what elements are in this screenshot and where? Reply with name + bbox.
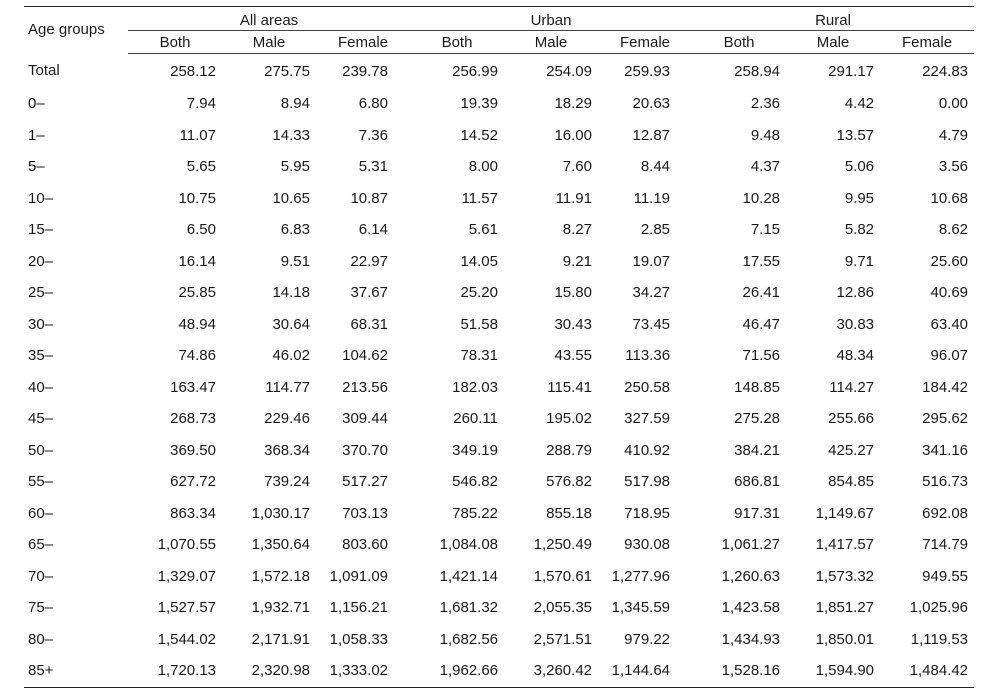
rate-cell: 6.80: [358, 95, 388, 113]
rate-cell: 949.55: [922, 567, 969, 585]
table-row: [24, 88, 974, 120]
table-row: [24, 214, 974, 246]
table-row: [24, 183, 974, 215]
rate-cell: 8.00: [468, 158, 498, 176]
rate-cell: 1,570.61: [533, 567, 592, 585]
rate-cell: 9.21: [562, 252, 592, 270]
age-group-cell: 1–: [28, 126, 45, 144]
rate-cell: 5.65: [186, 158, 216, 176]
rate-cell: 1,058.33: [329, 630, 388, 648]
table-row: [24, 498, 974, 530]
rate-cell: 30.83: [836, 315, 875, 333]
rate-cell: 1,528.16: [692, 655, 786, 687]
subheader-all-female: Female: [316, 31, 410, 54]
rate-cell: 22.97: [350, 252, 388, 270]
rate-cell: 703.13: [342, 504, 388, 522]
rate-cell: 1,260.63: [721, 567, 781, 585]
rate-cell: 239.78: [342, 62, 388, 80]
rate-cell: 5.95: [280, 158, 310, 176]
table-row: [24, 120, 974, 152]
rate-cell: 1,932.71: [251, 599, 310, 617]
subheader-urban-male: Male: [504, 31, 598, 54]
table-row: [24, 624, 974, 656]
table-row: [24, 340, 974, 372]
rate-cell: 229.46: [264, 410, 310, 428]
rate-cell: 425.27: [828, 441, 875, 459]
rate-cell: 16.14: [178, 252, 216, 270]
rate-cell: 341.16: [922, 441, 969, 459]
rate-cell: 291.17: [828, 62, 875, 80]
rate-cell: 11.57: [461, 189, 498, 207]
age-group-cell: 45–: [28, 410, 54, 428]
rate-cell: 979.22: [624, 630, 671, 648]
rate-cell: 12.86: [836, 284, 875, 302]
rate-cell: 0.00: [938, 95, 969, 113]
rate-cell: 258.12: [170, 62, 216, 80]
rate-cell: 114.27: [829, 378, 875, 396]
rate-cell: 517.27: [342, 473, 388, 491]
rate-cell: 7.36: [358, 126, 388, 144]
rate-cell: 8.94: [280, 95, 310, 113]
rate-cell: 14.52: [460, 126, 498, 144]
rate-cell: 517.98: [624, 473, 671, 491]
rate-cell: 1,025.96: [909, 599, 969, 617]
mortality-rate-table: [24, 6, 974, 688]
rate-cell: 250.58: [624, 378, 671, 396]
rate-cell: 309.44: [342, 410, 388, 428]
rate-cell: 48.94: [178, 315, 216, 333]
rate-cell: 213.56: [342, 378, 388, 396]
rate-cell: 785.22: [452, 504, 498, 522]
mortality-table-container: [24, 6, 974, 688]
rate-cell: 275.28: [734, 410, 781, 428]
rate-cell: 148.85: [734, 378, 781, 396]
rate-cell: 739.24: [264, 473, 310, 491]
rate-cell: 1,434.93: [721, 630, 781, 648]
age-group-cell: 70–: [28, 567, 54, 585]
age-group-cell: 80–: [28, 630, 54, 648]
rate-cell: 9.51: [280, 252, 310, 270]
rate-cell: 803.60: [342, 536, 388, 554]
rate-cell: 255.66: [828, 410, 875, 428]
rate-cell: 259.93: [624, 62, 671, 80]
rate-cell: 2.85: [640, 221, 671, 239]
rate-cell: 1,417.57: [815, 536, 875, 554]
rate-cell: 182.03: [452, 378, 498, 396]
rate-cell: 11.07: [179, 126, 216, 144]
rate-cell: 1,149.67: [815, 504, 875, 522]
group-header-rural: Rural: [692, 7, 974, 31]
rate-cell: 917.31: [734, 504, 781, 522]
rate-cell: 686.81: [734, 473, 781, 491]
rate-cell: 855.18: [546, 504, 592, 522]
subheader-rural-female: Female: [880, 31, 974, 54]
rate-cell: 256.99: [452, 62, 498, 80]
rate-cell: 5.61: [468, 221, 498, 239]
age-group-cell: Total: [28, 62, 60, 80]
rate-cell: 17.55: [742, 252, 781, 270]
age-group-cell: 35–: [28, 347, 54, 365]
subheader-rural-male: Male: [786, 31, 880, 54]
rate-cell: 14.05: [460, 252, 498, 270]
group-header-all-areas: All areas: [128, 7, 410, 31]
rate-cell: 1,119.53: [910, 630, 969, 648]
rate-cell: 10.68: [930, 189, 969, 207]
rate-cell: 25.60: [930, 252, 969, 270]
rate-cell: 1,333.02: [316, 655, 410, 687]
rate-cell: 6.50: [186, 221, 216, 239]
rate-cell: 7.94: [186, 95, 216, 113]
rate-cell: 275.75: [264, 62, 310, 80]
rate-cell: 43.55: [554, 347, 592, 365]
rate-cell: 1,527.57: [157, 599, 216, 617]
rate-cell: 1,484.42: [880, 655, 974, 687]
rate-cell: 1,350.64: [251, 536, 310, 554]
rate-cell: 3,260.42: [504, 655, 598, 687]
age-group-cell: 5–: [28, 158, 45, 176]
rate-cell: 1,594.90: [786, 655, 880, 687]
rate-cell: 11.91: [555, 189, 592, 207]
rate-cell: 74.86: [178, 347, 216, 365]
age-group-cell: 40–: [28, 378, 54, 396]
rate-cell: 1,962.66: [410, 655, 504, 687]
rate-cell: 1,682.56: [439, 630, 498, 648]
rate-cell: 9.48: [750, 126, 781, 144]
rate-cell: 6.14: [358, 221, 388, 239]
rate-cell: 368.34: [264, 441, 310, 459]
table-row: [24, 561, 974, 593]
rate-cell: 26.41: [742, 284, 781, 302]
rate-cell: 5.06: [844, 158, 875, 176]
rate-cell: 163.47: [170, 378, 216, 396]
table-row: [24, 309, 974, 341]
rate-cell: 1,572.18: [251, 567, 310, 585]
table-row: [24, 466, 974, 498]
rate-cell: 863.34: [170, 504, 216, 522]
rate-cell: 19.07: [632, 252, 671, 270]
rate-cell: 40.69: [930, 284, 969, 302]
rate-cell: 63.40: [930, 315, 969, 333]
table-row: [24, 655, 974, 687]
rate-cell: 71.56: [742, 347, 781, 365]
rate-cell: 114.77: [265, 378, 310, 396]
rate-cell: 369.50: [170, 441, 216, 459]
rate-cell: 12.87: [632, 126, 671, 144]
rate-cell: 104.62: [342, 347, 388, 365]
rate-cell: 10.65: [272, 189, 310, 207]
rate-cell: 30.43: [554, 315, 592, 333]
rate-cell: 16.00: [554, 126, 592, 144]
rate-cell: 1,277.96: [611, 567, 671, 585]
rate-cell: 113.36: [625, 347, 671, 365]
rate-cell: 15.80: [554, 284, 592, 302]
rate-cell: 1,421.14: [439, 567, 498, 585]
table-row: [24, 529, 974, 561]
group-header-urban: Urban: [410, 7, 692, 31]
rate-cell: 9.95: [844, 189, 875, 207]
table-row: [24, 277, 974, 309]
rate-cell: 546.82: [452, 473, 498, 491]
rate-cell: 1,070.55: [157, 536, 216, 554]
age-group-cell: 50–: [28, 441, 54, 459]
rate-cell: 6.83: [280, 221, 310, 239]
rate-cell: 370.70: [342, 441, 388, 459]
age-group-cell: 75–: [28, 599, 54, 617]
rate-cell: 268.73: [170, 410, 216, 428]
rate-cell: 718.95: [624, 504, 671, 522]
table-row: [24, 246, 974, 278]
rate-cell: 19.39: [460, 95, 498, 113]
rate-cell: 1,156.21: [329, 599, 388, 617]
rate-cell: 5.82: [844, 221, 875, 239]
rate-cell: 516.73: [922, 473, 969, 491]
rate-cell: 295.62: [922, 410, 969, 428]
rate-cell: 2.36: [750, 95, 781, 113]
subheader-row: [24, 31, 974, 54]
rate-cell: 1,061.27: [721, 536, 781, 554]
table-body: [24, 54, 974, 688]
rate-cell: 1,423.58: [721, 599, 781, 617]
rate-cell: 184.42: [922, 378, 969, 396]
rate-cell: 115.41: [547, 378, 592, 396]
rate-cell: 2,571.51: [533, 630, 592, 648]
rate-cell: 224.83: [922, 62, 969, 80]
rate-cell: 384.21: [734, 441, 781, 459]
table-row: [24, 151, 974, 183]
rate-cell: 627.72: [170, 473, 216, 491]
subheader-urban-female: Female: [598, 31, 692, 54]
rate-cell: 10.75: [178, 189, 216, 207]
rate-cell: 1,851.27: [815, 599, 875, 617]
rate-cell: 13.57: [836, 126, 875, 144]
subheader-urban-both: Both: [410, 31, 504, 54]
age-group-cell: 60–: [28, 504, 54, 522]
age-group-cell: 15–: [28, 221, 54, 239]
table-row: [24, 592, 974, 624]
table-row: [24, 435, 974, 467]
rate-cell: 1,720.13: [128, 655, 222, 687]
rate-cell: 714.79: [922, 536, 969, 554]
rate-cell: 1,250.49: [533, 536, 592, 554]
rate-cell: 410.92: [624, 441, 671, 459]
rate-cell: 195.02: [546, 410, 592, 428]
rate-cell: 8.44: [640, 158, 671, 176]
rate-cell: 349.19: [452, 441, 498, 459]
rate-cell: 25.85: [178, 284, 216, 302]
rate-cell: 2,171.91: [251, 630, 310, 648]
rate-cell: 37.67: [350, 284, 388, 302]
rate-cell: 68.31: [350, 315, 388, 333]
rate-cell: 3.56: [938, 158, 969, 176]
rate-cell: 288.79: [546, 441, 592, 459]
rate-cell: 30.64: [272, 315, 310, 333]
rate-cell: 576.82: [546, 473, 592, 491]
rate-cell: 1,573.32: [815, 567, 875, 585]
rate-cell: 4.37: [750, 158, 781, 176]
rate-cell: 8.27: [562, 221, 592, 239]
rate-cell: 327.59: [624, 410, 671, 428]
rate-cell: 78.31: [460, 347, 498, 365]
rate-cell: 4.42: [844, 95, 875, 113]
age-group-cell: 55–: [28, 473, 54, 491]
rate-cell: 1,345.59: [611, 599, 671, 617]
subheader-rural-both: Both: [692, 31, 786, 54]
table-row: [24, 372, 974, 404]
rate-cell: 7.60: [562, 158, 592, 176]
rate-cell: 254.09: [546, 62, 592, 80]
rate-cell: 4.79: [938, 126, 969, 144]
age-group-cell: 0–: [28, 95, 45, 113]
rate-cell: 2,055.35: [533, 599, 592, 617]
age-group-cell: 85+: [24, 655, 128, 687]
age-group-cell: 25–: [28, 284, 54, 302]
rate-cell: 1,850.01: [815, 630, 875, 648]
rate-cell: 18.29: [554, 95, 592, 113]
age-group-cell: 30–: [28, 315, 54, 333]
rate-cell: 5.31: [358, 158, 388, 176]
rate-cell: 258.94: [734, 62, 781, 80]
rate-cell: 14.33: [272, 126, 310, 144]
age-group-cell: 65–: [28, 536, 54, 554]
rate-cell: 7.15: [750, 221, 781, 239]
age-group-cell: 20–: [28, 252, 54, 270]
rate-cell: 1,329.07: [157, 567, 216, 585]
rate-cell: 20.63: [632, 95, 671, 113]
rate-cell: 46.47: [742, 315, 781, 333]
rate-cell: 1,084.08: [439, 536, 498, 554]
rate-cell: 854.85: [828, 473, 875, 491]
rate-cell: 10.87: [350, 189, 388, 207]
rate-cell: 1,681.32: [439, 599, 498, 617]
rate-cell: 930.08: [624, 536, 671, 554]
rate-cell: 96.07: [930, 347, 969, 365]
subheader-all-male: Male: [222, 31, 316, 54]
rate-cell: 10.28: [742, 189, 781, 207]
rate-cell: 1,030.17: [251, 504, 310, 522]
table-row: [24, 403, 974, 435]
rate-cell: 25.20: [460, 284, 498, 302]
rate-cell: 260.11: [453, 410, 498, 428]
rate-cell: 9.71: [844, 252, 875, 270]
rate-cell: 14.18: [272, 284, 310, 302]
rate-cell: 51.58: [460, 315, 498, 333]
subheader-all-both: Both: [128, 31, 222, 54]
rate-cell: 692.08: [922, 504, 969, 522]
rate-cell: 11.19: [633, 189, 671, 207]
rate-cell: 1,544.02: [157, 630, 216, 648]
age-group-cell: 10–: [28, 189, 54, 207]
rate-cell: 2,320.98: [222, 655, 316, 687]
rate-cell: 48.34: [836, 347, 875, 365]
rate-cell: 1,144.64: [598, 655, 692, 687]
rate-cell: 8.62: [938, 221, 969, 239]
age-groups-header: Age groups: [24, 7, 128, 54]
rate-cell: 73.45: [632, 315, 671, 333]
rate-cell: 34.27: [632, 284, 671, 302]
rate-cell: 1,091.09: [329, 567, 388, 585]
rate-cell: 46.02: [272, 347, 310, 365]
table-row: [24, 54, 974, 89]
group-header-row: [24, 7, 974, 31]
